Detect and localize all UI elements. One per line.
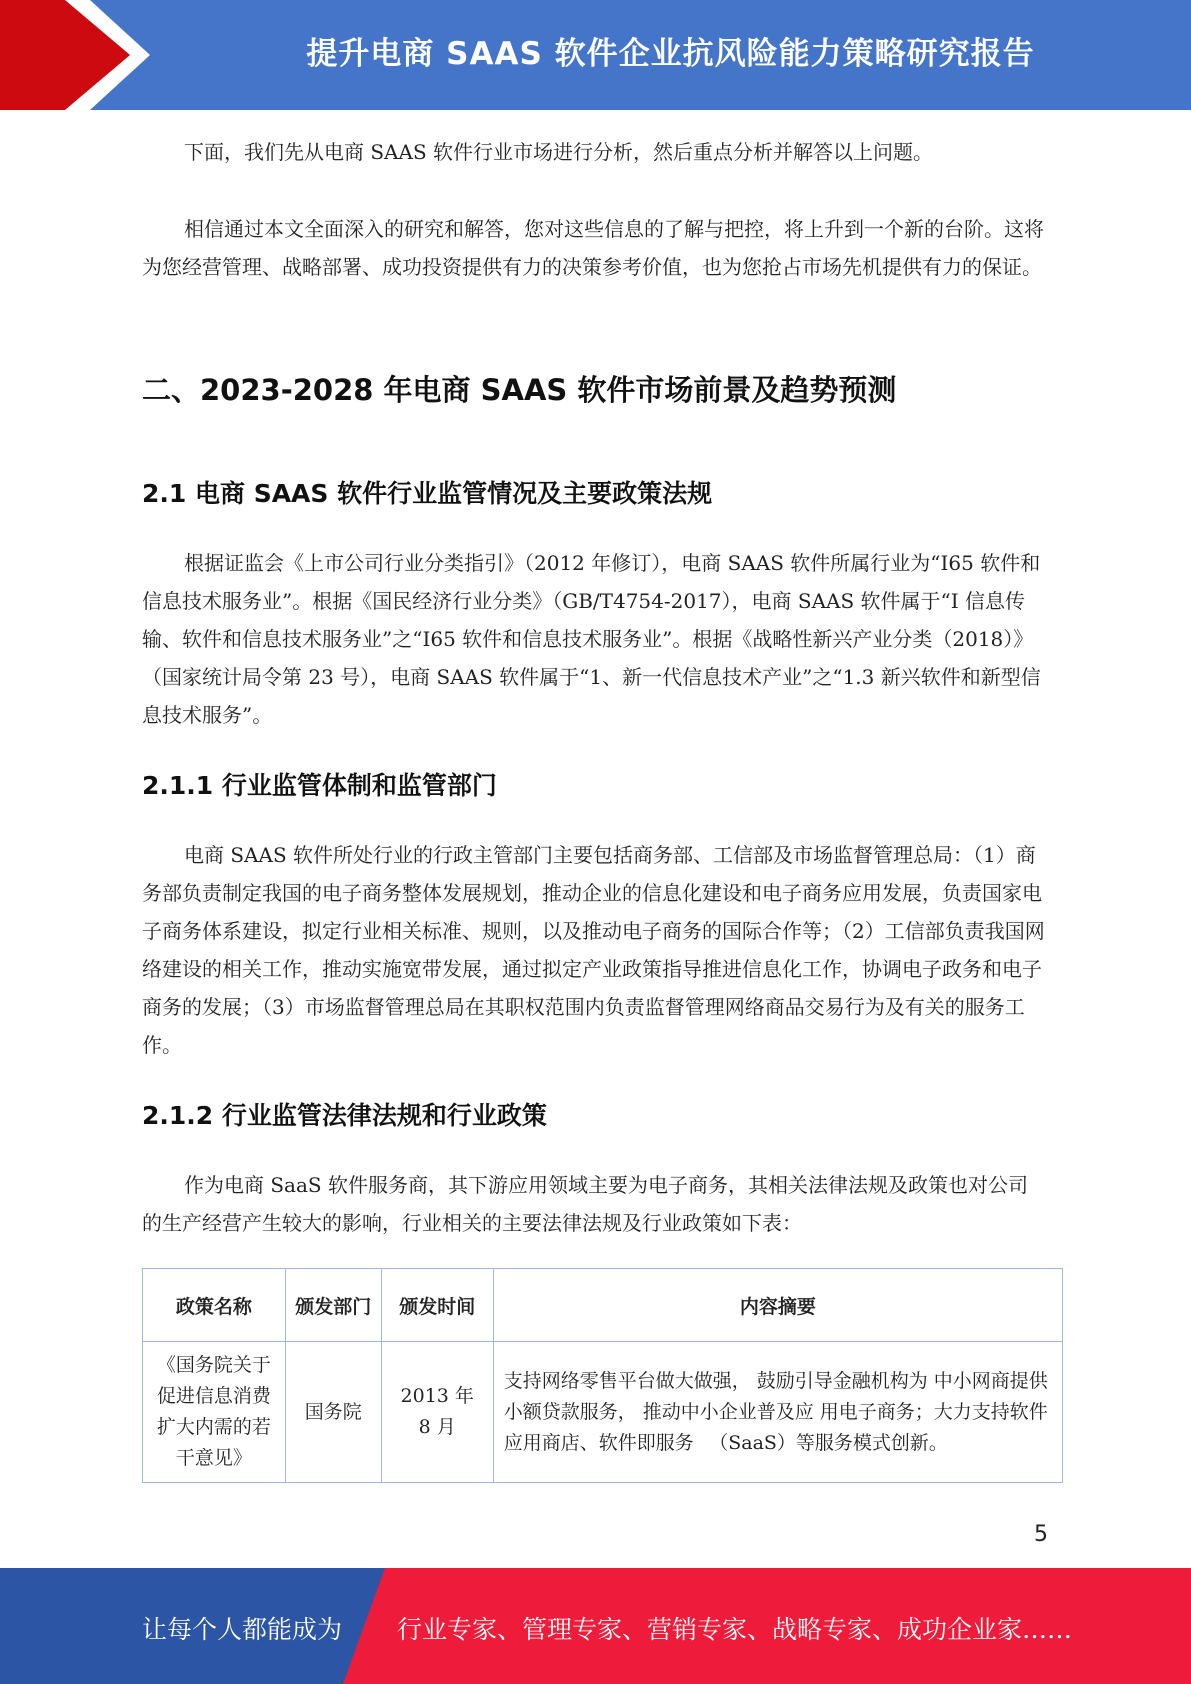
policy-date-cell: 2013 年 8 月 [381,1342,493,1483]
classification-paragraph: 根据证监会《上市公司行业分类指引》（2012 年修订），电商 SAAS 软件所属行业为“I65 软件和信息技术服务业”。根据《国民经济行业分类》（GB/T4754-2017），电商 SAAS 软件属于“I 信息传输、软件和信息技术服务业”之“I65 软件和信息技术服务业”。根据《战略性新兴产业分类（2018）》（国家统计局令第 23 号），电商 SAAS 软件属于“1、新一代信息技术产业”之“1.3 新兴软件和新型信息技术服务”。 [142,551,1041,727]
table-header-cell: 颁发部门 [285,1269,381,1342]
policy-summary-cell: 支持网络零售平台做大做强， 鼓励引导金融机构为 中小网商提供小额贷款服务， 推动中小企业普及应 用电子商务；大力支持软件应用商店、软件即服务 （SaaS）等服务模式创新。 [493,1342,1062,1483]
footer-slogan-left: 让每个人都能成为 [142,1615,343,1644]
policy-intro-paragraph: 作为电商 SaaS 软件服务商，其下游应用领域主要为电子商务，其相关法律法规及政策也对公司的生产经营产生较大的影响，行业相关的主要法律法规及行业政策如下表： [142,1173,1028,1235]
policy-name-cell: 《国务院关于促进信息消费扩大内需的若干意见》 [143,1342,286,1483]
page-header [0,0,1191,110]
section-heading: 二、2023-2028 年电商 SAAS 软件市场前景及趋势预测 [142,373,897,407]
subsection-heading: 2.1 电商 SAAS 软件行业监管情况及主要政策法规 [142,479,713,508]
policy-table [142,1268,1063,1483]
subsubsection-heading-regulation: 2.1.1 行业监管体制和监管部门 [142,771,497,800]
subsubsection-heading-policy: 2.1.2 行业监管法律法规和行业政策 [142,1101,547,1130]
table-header-cell: 颁发时间 [381,1269,493,1342]
summary-paragraph: 相信通过本文全面深入的研究和解答，您对这些信息的了解与把控，将上升到一个新的台阶。这将为您经营管理、战略部署、成功投资提供有力的决策参考价值，也为您抢占市场先机提供有力的保证。 [142,217,1044,279]
page-number: 5 [1034,1522,1048,1547]
table-row [143,1342,1063,1483]
policy-dept-cell: 国务院 [285,1342,381,1483]
table-header-row [143,1269,1063,1342]
table-header-cell: 内容摘要 [493,1269,1062,1342]
header-title: 提升电商 SAAS 软件企业抗风险能力策略研究报告 [306,36,1035,72]
footer-slogan-right: 行业专家、管理专家、营销专家、战略专家、成功企业家…… [397,1615,1073,1644]
regulation-paragraph: 电商 SAAS 软件所处行业的行政主管部门主要包括商务部、工信部及市场监督管理总局：（1）商务部负责制定我国的电子商务整体发展规划，推动企业的信息化建设和电子商务应用发展，负责国家电子商务体系建设，拟定行业相关标准、规则，以及推动电子商务的国际合作等；（2）工信部负责我国网络建设的相关工作，推动实施宽带发展，通过拟定产业政策指导推进信息化工作，协调电子政务和电子商务的发展；（3）市场监督管理总局在其职权范围内负责监督管理网络商品交易行为及有关的服务工作。 [142,843,1045,1057]
intro-paragraph: 下面，我们先从电商 SAAS 软件行业市场进行分析，然后重点分析并解答以上问题。 [184,140,934,164]
table-header-cell: 政策名称 [143,1269,286,1342]
page-footer [0,1568,1191,1684]
